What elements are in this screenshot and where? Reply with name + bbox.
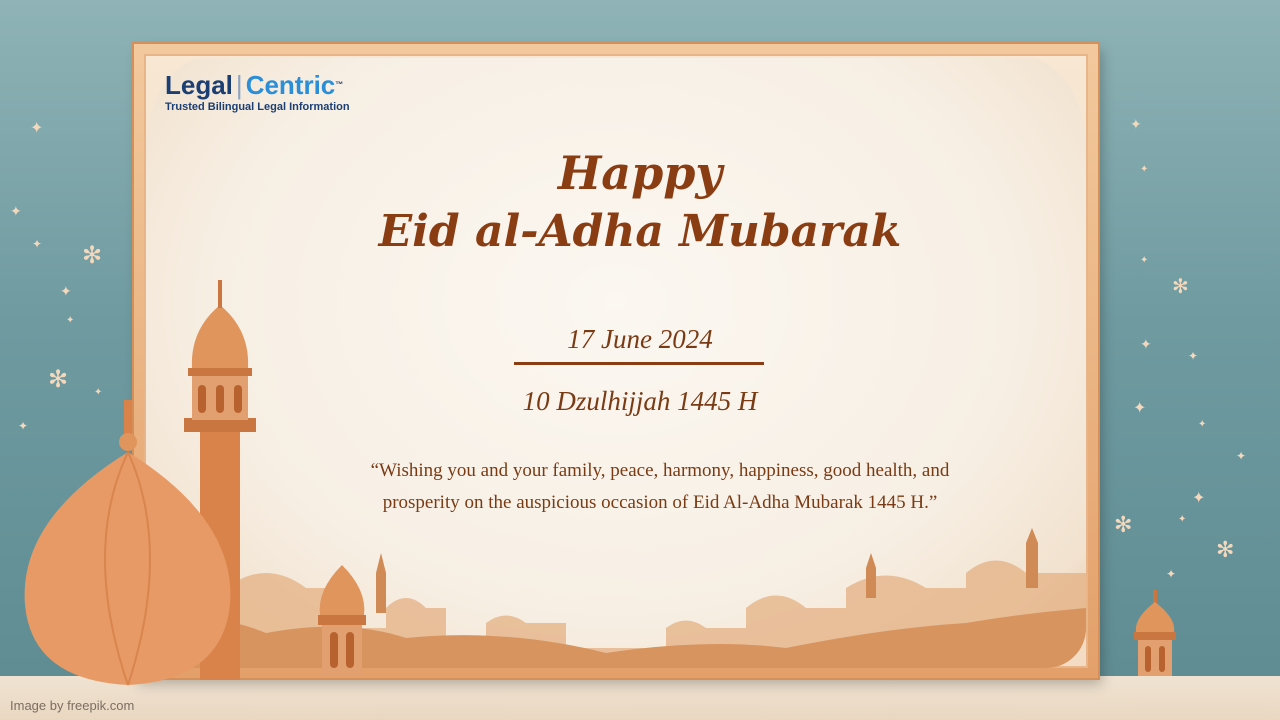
snowflake-icon: ✻ <box>82 241 103 269</box>
hijri-date: 10 Dzulhijjah 1445 H <box>522 386 758 416</box>
sparkle-icon: ✦ <box>94 387 103 398</box>
sparkle-icon: ✦ <box>1192 488 1206 507</box>
snowflake-icon: ✻ <box>1114 513 1133 538</box>
sparkle-icon: ✦ <box>30 118 44 137</box>
logo-separator: | <box>235 70 243 100</box>
logo-trademark: ™ <box>335 80 344 89</box>
logo-tagline: Trusted Bilingual Legal Information <box>165 101 350 113</box>
cityscape-illustration <box>146 528 1086 668</box>
date-divider <box>514 362 764 365</box>
sparkle-icon: ✦ <box>10 204 22 220</box>
gregorian-date: 17 June 2024 <box>567 324 713 354</box>
small-lantern-icon <box>312 560 372 680</box>
sparkle-icon: ✦ <box>1133 398 1147 417</box>
image-credit: Image by freepik.com <box>10 698 135 713</box>
lantern-dome-illustration <box>22 400 237 690</box>
snowflake-icon: ✻ <box>48 365 69 393</box>
small-lantern-icon <box>1130 590 1180 680</box>
sparkle-icon: ✦ <box>1140 337 1152 353</box>
sparkle-icon: ✦ <box>66 315 75 326</box>
snowflake-icon: ✻ <box>1216 538 1235 563</box>
sparkle-icon: ✦ <box>1166 567 1177 581</box>
sparkle-icon: ✦ <box>1188 349 1199 363</box>
sparkle-icon: ✦ <box>1178 514 1187 525</box>
sparkle-icon: ✦ <box>1140 255 1149 266</box>
snowflake-icon: ✻ <box>1172 274 1189 298</box>
logo-word-centric: Centric <box>245 70 336 100</box>
message-line-1: “Wishing you and your family, peace, harmony, happiness, good health, and <box>370 460 950 481</box>
greeting-line-1: Happy <box>557 146 723 200</box>
sparkle-icon: ✦ <box>1236 449 1247 463</box>
sparkle-icon: ✦ <box>60 284 72 300</box>
sparkle-icon: ✦ <box>1198 419 1207 430</box>
legal-centric-logo <box>165 70 350 113</box>
greeting-line-2: Eid al-Adha Mubarak <box>378 206 902 257</box>
sparkle-icon: ✦ <box>1140 164 1149 175</box>
message-line-2: prosperity on the auspicious occasion of Eid Al-Adha Mubarak 1445 H.” <box>382 492 938 513</box>
sparkle-icon: ✦ <box>18 419 29 433</box>
logo-wordmark <box>165 70 350 100</box>
logo-word-legal: Legal <box>165 70 233 100</box>
greeting-message <box>330 455 990 519</box>
sparkle-icon: ✦ <box>32 237 43 251</box>
sparkle-icon: ✦ <box>1130 117 1142 133</box>
